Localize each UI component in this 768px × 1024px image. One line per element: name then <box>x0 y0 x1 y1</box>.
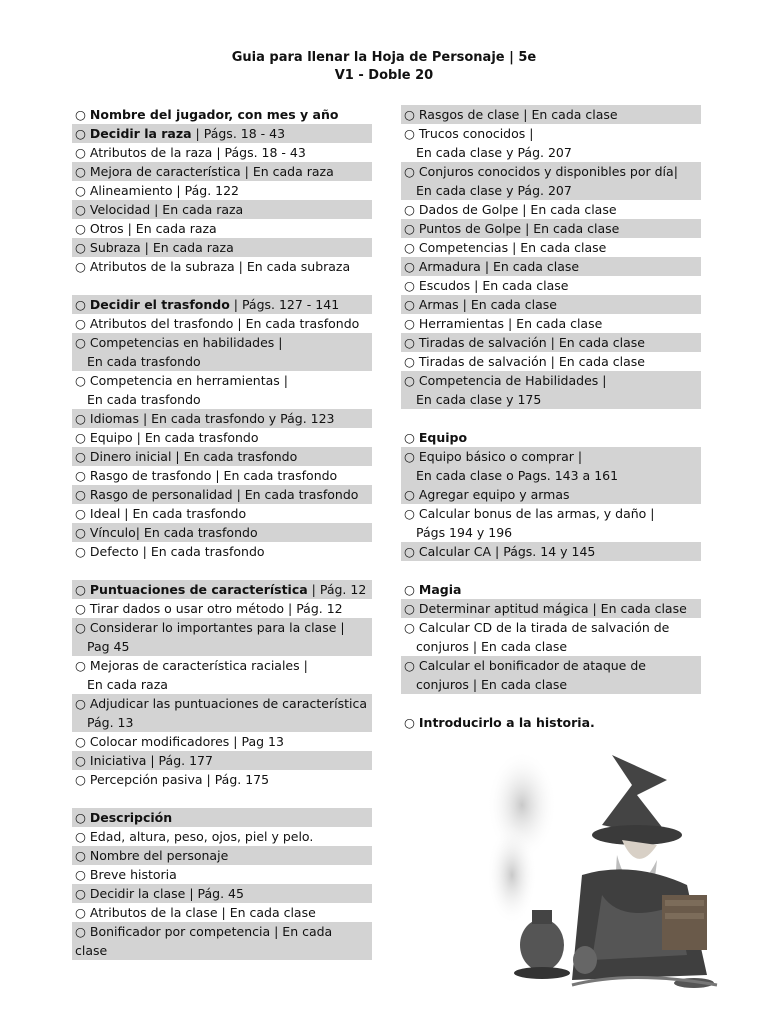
item-heading: Decidir el trasfondo <box>89 297 230 312</box>
checklist-item <box>401 162 701 200</box>
item-text: ○ Competencia de Habilidades | <box>404 373 607 388</box>
item-text: ○ Atributos de la subraza | En cada subraza <box>75 259 351 274</box>
item-text: ○ Agregar equipo y armas <box>404 487 570 502</box>
item-text: ○ <box>75 126 90 141</box>
item-text: ○ Adjudicar las puntuaciones de característica <box>75 696 367 711</box>
item-text: ○ Equipo básico o comprar | <box>404 449 583 464</box>
checklist-item <box>401 485 701 504</box>
item-text: ○ Competencia en herramientas | <box>75 373 288 388</box>
item-continuation: En cada raza <box>87 677 168 692</box>
item-text: ○ Puntos de Golpe | En cada clase <box>404 221 620 236</box>
item-text: ○ Competencias en habilidades | <box>75 335 283 350</box>
checklist-item <box>72 333 372 371</box>
item-text: ○ Defecto | En cada trasfondo <box>75 544 265 559</box>
item-reference: | Pág. 12 <box>307 582 367 597</box>
item-text: ○ Calcular bonus de las armas, y daño | <box>404 506 655 521</box>
item-text: ○ Considerar lo importantes para la clase | <box>75 620 345 635</box>
item-continuation: En cada trasfondo <box>87 392 201 407</box>
item-reference: | Págs. 127 - 141 <box>229 297 340 312</box>
item-text: ○ Calcular CD de la tirada de salvación de <box>404 620 670 635</box>
item-text: ○ Tiradas de salvación | En cada clase <box>404 354 645 369</box>
checklist-item <box>401 542 701 561</box>
checklist-item <box>401 504 701 542</box>
item-text: ○ Determinar aptitud mágica | En cada clase <box>404 601 687 616</box>
item-continuation: conjuros | En cada clase <box>416 677 568 692</box>
checklist-item <box>72 314 372 333</box>
item-heading: Descripción <box>89 810 173 825</box>
item-text: ○ Nombre del personaje <box>75 848 229 863</box>
wizard-illustration <box>462 745 727 990</box>
item-heading: Introducirlo a la historia. <box>418 715 595 730</box>
checklist-item <box>401 276 701 295</box>
item-text: ○ Subraza | En cada raza <box>75 240 234 255</box>
item-text: ○ <box>404 582 419 597</box>
item-text: ○ <box>404 715 419 730</box>
item-heading: Magia <box>418 582 462 597</box>
item-heading: Decidir la raza <box>89 126 192 141</box>
item-text: ○ Iniciativa | Pág. 177 <box>75 753 213 768</box>
right-column-checklist <box>401 105 701 732</box>
checklist-item <box>72 143 372 162</box>
spacer <box>72 561 372 580</box>
checklist-item <box>401 257 701 276</box>
checklist-item <box>72 523 372 542</box>
checklist-item <box>72 466 372 485</box>
checklist-item <box>72 827 372 846</box>
item-continuation: En cada clase y 175 <box>416 392 542 407</box>
checklist-item <box>72 732 372 751</box>
item-text: ○ Alineamiento | Pág. 122 <box>75 183 239 198</box>
item-text: ○ Tiradas de salvación | En cada clase <box>404 335 645 350</box>
item-text: ○ Rasgos de clase | En cada clase <box>404 107 618 122</box>
checklist-item <box>72 884 372 903</box>
item-continuation: clase <box>75 943 108 958</box>
spacer <box>401 561 701 580</box>
item-text: ○ <box>75 582 90 597</box>
item-text: ○ Rasgo de trasfondo | En cada trasfondo <box>75 468 338 483</box>
item-text: ○ Edad, altura, peso, ojos, piel y pelo. <box>75 829 314 844</box>
checklist-item <box>72 542 372 561</box>
spacer <box>401 409 701 428</box>
checklist-item <box>72 181 372 200</box>
item-text: ○ Breve historia <box>75 867 177 882</box>
item-text: ○ Percepción pasiva | Pág. 175 <box>75 772 270 787</box>
spacer <box>72 789 372 808</box>
item-text: ○ Equipo | En cada trasfondo <box>75 430 259 445</box>
item-text: ○ Conjuros conocidos y disponibles por día| <box>404 164 678 179</box>
item-text: ○ Dados de Golpe | En cada clase <box>404 202 617 217</box>
checklist-item <box>401 352 701 371</box>
checklist-item <box>401 371 701 409</box>
item-continuation: En cada trasfondo <box>87 354 201 369</box>
item-text: ○ Competencias | En cada clase <box>404 240 607 255</box>
checklist-item <box>401 124 701 162</box>
item-text: ○ Armas | En cada clase <box>404 297 557 312</box>
checklist-item <box>72 751 372 770</box>
item-continuation: En cada clase y Pág. 207 <box>416 183 572 198</box>
item-heading: Nombre del jugador, con mes y año <box>89 107 339 122</box>
item-text: ○ Atributos de la clase | En cada clase <box>75 905 316 920</box>
checklist-item <box>72 922 372 960</box>
checklist-item <box>401 713 701 732</box>
page-subtitle: V1 - Doble 20 <box>334 68 434 83</box>
checklist-item <box>401 314 701 333</box>
checklist-item <box>72 770 372 789</box>
item-text: ○ Otros | En cada raza <box>75 221 217 236</box>
checklist-item <box>72 238 372 257</box>
checklist-item <box>72 219 372 238</box>
checklist-item <box>401 428 701 447</box>
checklist-item <box>72 903 372 922</box>
checklist-item <box>401 333 701 352</box>
item-text: ○ Atributos de la raza | Págs. 18 - 43 <box>75 145 306 160</box>
item-continuation: Pág. 13 <box>87 715 134 730</box>
left-column-checklist <box>72 105 372 960</box>
checklist-item <box>72 694 372 732</box>
item-text: ○ Escudos | En cada clase <box>404 278 569 293</box>
checklist-item <box>72 447 372 466</box>
checklist-item <box>72 162 372 181</box>
item-text: ○ Atributos del trasfondo | En cada trasfondo <box>75 316 360 331</box>
item-text: ○ Velocidad | En cada raza <box>75 202 244 217</box>
checklist-item <box>72 371 372 409</box>
checklist-item <box>72 428 372 447</box>
checklist-item <box>72 618 372 656</box>
item-text: ○ Dinero inicial | En cada trasfondo <box>75 449 298 464</box>
checklist-item <box>72 257 372 276</box>
item-continuation: conjuros | En cada clase <box>416 639 568 654</box>
item-text: ○ Bonificador por competencia | En cada <box>75 924 333 939</box>
checklist-item <box>401 447 701 485</box>
checklist-item <box>72 808 372 827</box>
item-text: ○ Tirar dados o usar otro método | Pág. 12 <box>75 601 343 616</box>
item-text: ○ <box>75 810 90 825</box>
item-text: ○ Armadura | En cada clase <box>404 259 580 274</box>
checklist-item <box>72 846 372 865</box>
item-text: ○ Vínculo| En cada trasfondo <box>75 525 258 540</box>
item-text: ○ <box>75 107 90 122</box>
checklist-item <box>72 865 372 884</box>
item-text: ○ <box>404 430 419 445</box>
item-heading: Equipo <box>418 430 468 445</box>
checklist-item <box>401 599 701 618</box>
item-continuation: En cada clase o Pags. 143 a 161 <box>416 468 619 483</box>
checklist-item <box>72 200 372 219</box>
item-text: ○ Calcular el bonificador de ataque de <box>404 658 646 673</box>
item-text: ○ Mejoras de característica raciales | <box>75 658 308 673</box>
checklist-item <box>401 580 701 599</box>
item-continuation: Págs 194 y 196 <box>416 525 513 540</box>
checklist-item <box>72 504 372 523</box>
item-text: ○ Ideal | En cada trasfondo <box>75 506 247 521</box>
item-text: ○ Colocar modificadores | Pag 13 <box>75 734 284 749</box>
checklist-item <box>72 124 372 143</box>
checklist-item <box>72 580 372 599</box>
item-text: ○ Calcular CA | Págs. 14 y 145 <box>404 544 596 559</box>
checklist-item <box>401 238 701 257</box>
checklist-item <box>401 219 701 238</box>
spacer <box>72 276 372 295</box>
item-text: ○ Decidir la clase | Pág. 45 <box>75 886 244 901</box>
item-text: ○ Trucos conocidos | <box>404 126 534 141</box>
checklist-item <box>401 200 701 219</box>
item-text: ○ Idiomas | En cada trasfondo y Pág. 123 <box>75 411 335 426</box>
checklist-item <box>72 599 372 618</box>
checklist-item <box>72 295 372 314</box>
checklist-item <box>401 618 701 656</box>
checklist-item <box>401 105 701 124</box>
item-continuation: En cada clase y Pág. 207 <box>416 145 572 160</box>
item-continuation: Pag 45 <box>87 639 130 654</box>
checklist-item <box>72 485 372 504</box>
checklist-item <box>401 295 701 314</box>
checklist-item <box>72 105 372 124</box>
item-text: ○ Rasgo de personalidad | En cada trasfondo <box>75 487 359 502</box>
checklist-item <box>72 409 372 428</box>
item-heading: Puntuaciones de característica <box>89 582 308 597</box>
item-text: ○ <box>75 297 90 312</box>
page-title: Guia para llenar la Hoja de Personaje | 5e <box>231 50 537 65</box>
item-text: ○ Herramientas | En cada clase <box>404 316 603 331</box>
spacer <box>401 694 701 713</box>
checklist-item <box>401 656 701 694</box>
item-text: ○ Mejora de característica | En cada raza <box>75 164 334 179</box>
item-reference: | Págs. 18 - 43 <box>191 126 286 141</box>
checklist-item <box>72 656 372 694</box>
